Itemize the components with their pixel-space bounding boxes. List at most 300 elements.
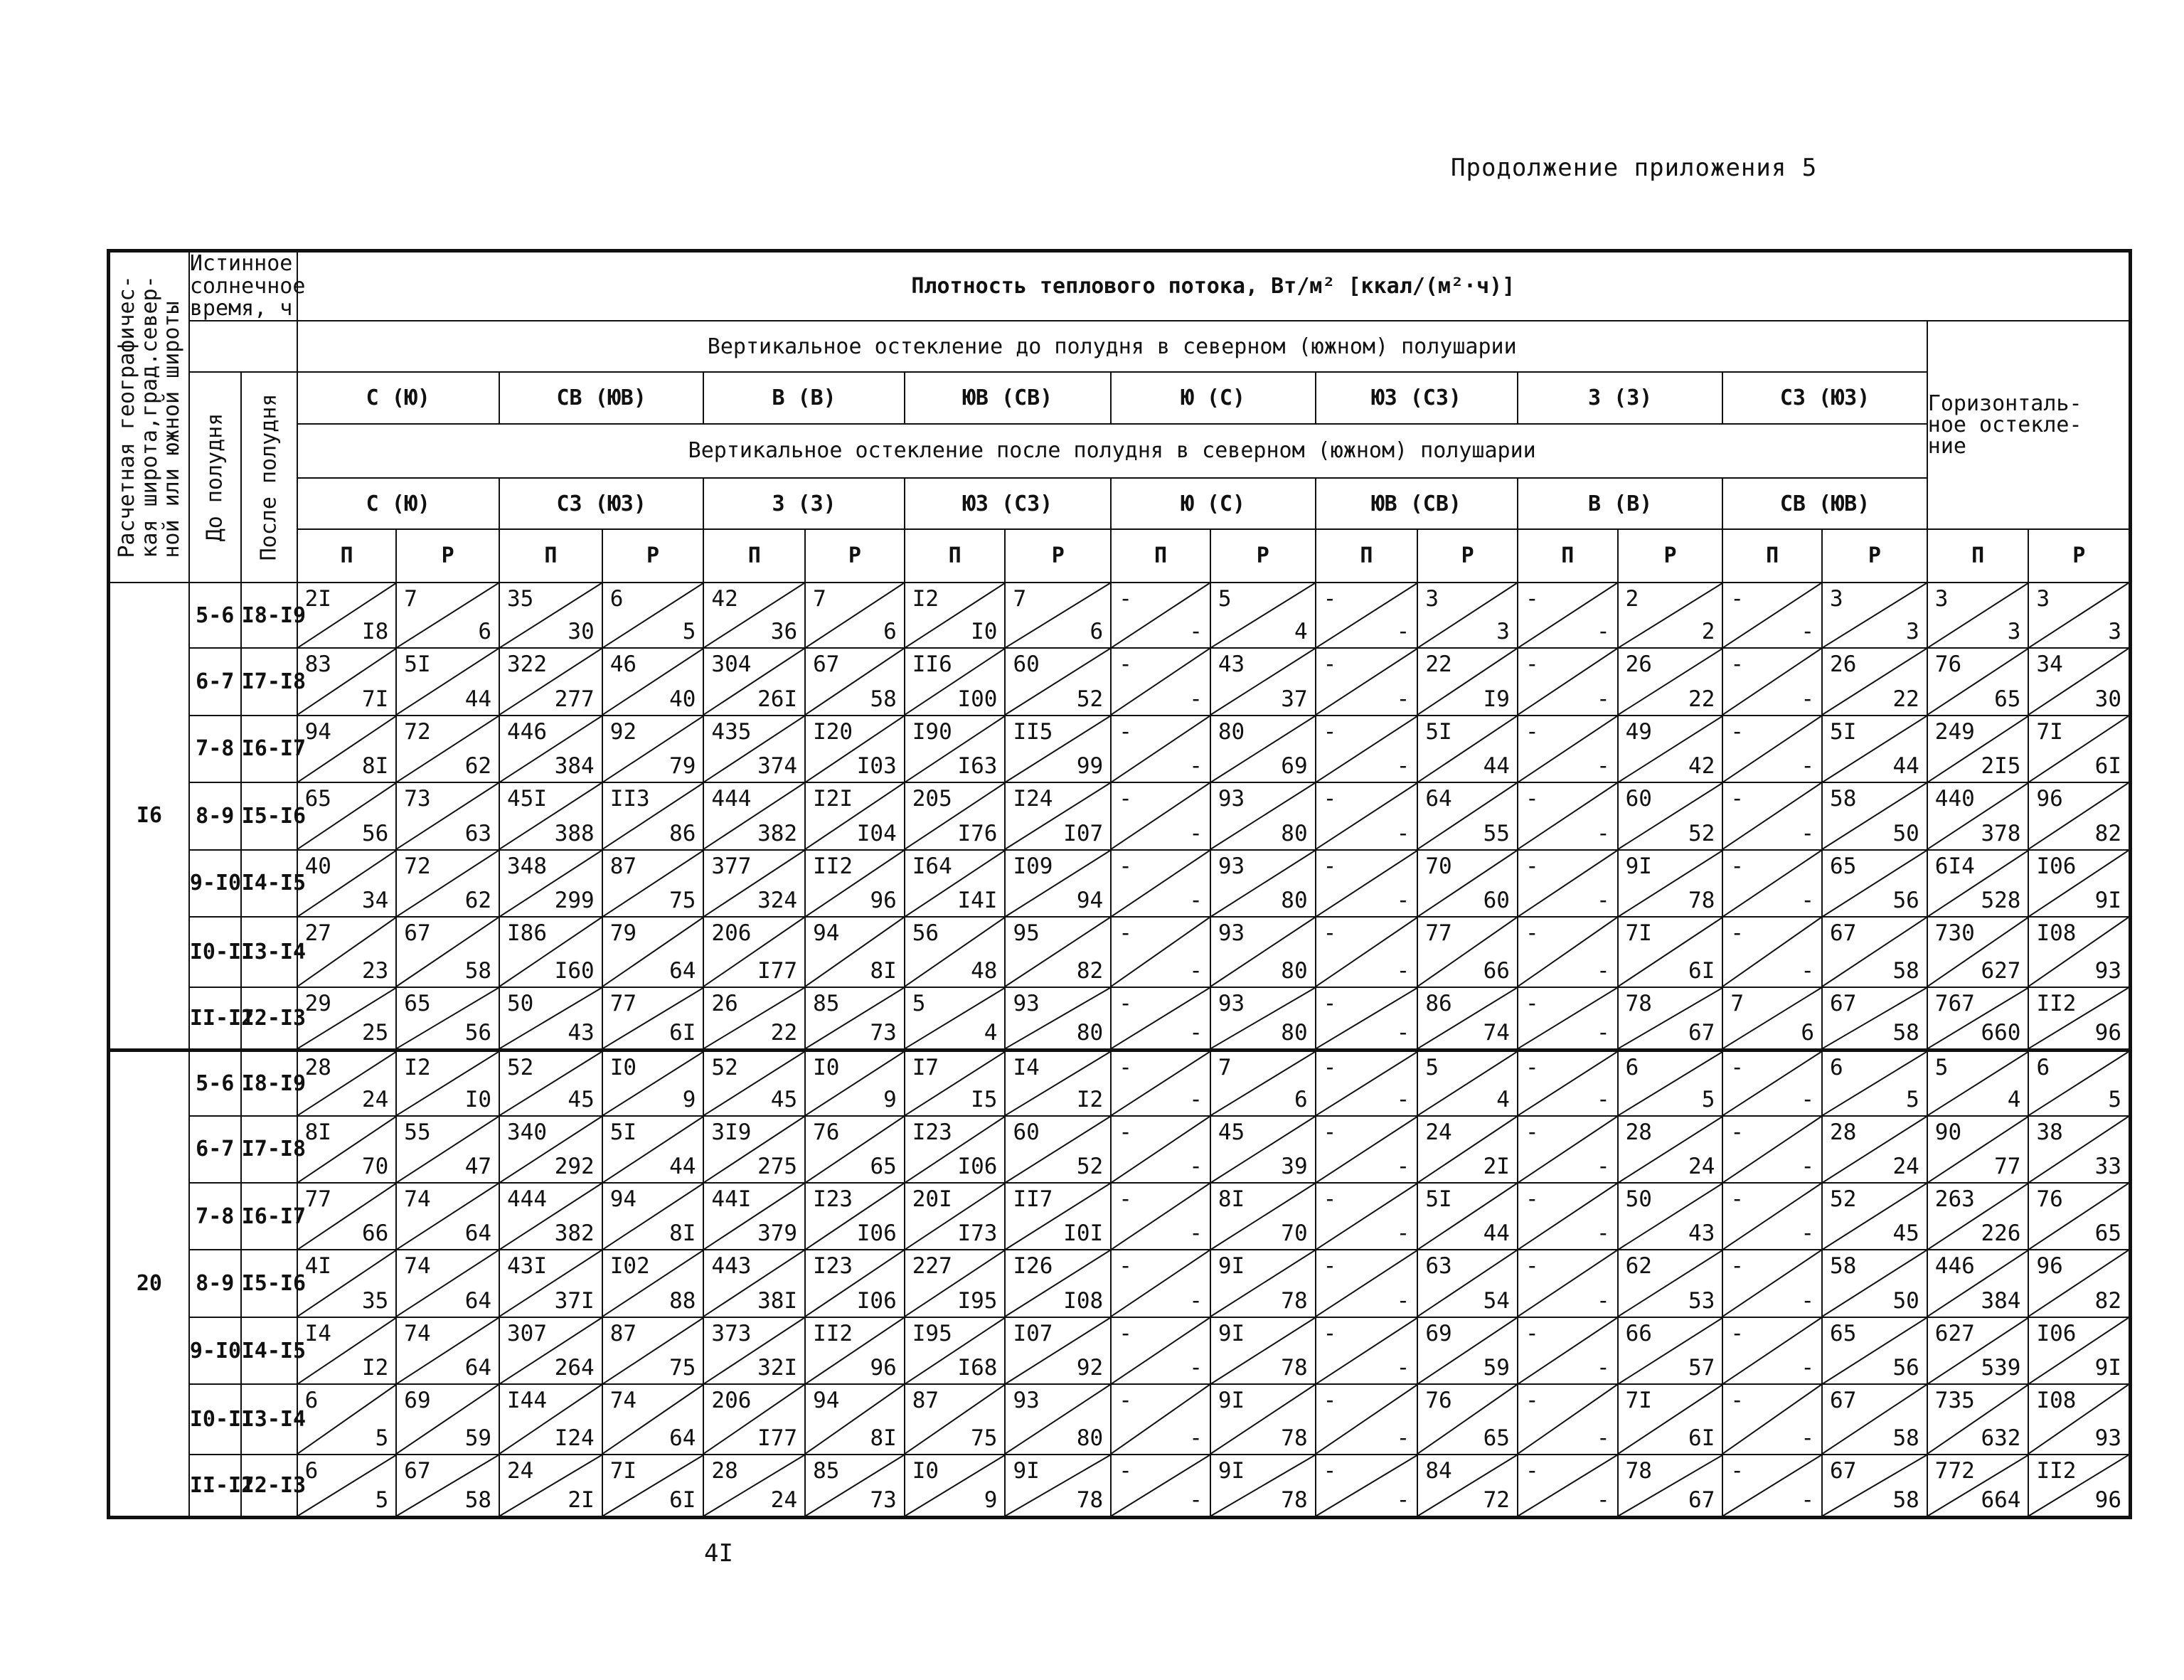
value-cell bbox=[1005, 1250, 1111, 1317]
value-cell bbox=[703, 1317, 805, 1384]
p-header-0: П bbox=[297, 529, 397, 582]
value-kcal: 627 bbox=[1981, 957, 2021, 984]
value-wm2: 446 bbox=[507, 718, 548, 745]
value-wm2: 5 bbox=[912, 990, 926, 1016]
value-cell bbox=[1618, 1050, 1723, 1115]
r-header-0: Р bbox=[396, 529, 499, 582]
value-wm2: 340 bbox=[507, 1119, 548, 1145]
value-cell bbox=[1822, 648, 1927, 715]
value-wm2: - bbox=[1119, 1054, 1132, 1080]
value-kcal: 93 bbox=[2094, 957, 2121, 984]
table-row bbox=[109, 1250, 2131, 1317]
value-wm2: - bbox=[1119, 1119, 1132, 1145]
p-header-8: П bbox=[1927, 529, 2029, 582]
value-cell bbox=[1927, 648, 2029, 715]
value-kcal: 80 bbox=[1076, 1019, 1104, 1046]
value-wm2: 7I bbox=[2036, 718, 2063, 745]
value-kcal: 58 bbox=[464, 957, 492, 984]
value-cell bbox=[2028, 1317, 2130, 1384]
value-kcal: 64 bbox=[464, 1287, 492, 1314]
value-kcal: 52 bbox=[1076, 1153, 1104, 1179]
latitude-cell: 20 bbox=[109, 1050, 189, 1517]
r-header-6: Р bbox=[1618, 529, 1723, 582]
horizontal-glazing-header: Горизонталь- ное остекле- ние bbox=[1927, 321, 2131, 529]
value-kcal: I4I bbox=[957, 888, 998, 914]
value-cell bbox=[905, 716, 1006, 782]
value-kcal: 79 bbox=[669, 753, 696, 780]
value-cell bbox=[499, 782, 602, 849]
header-row-1 bbox=[109, 251, 2131, 321]
value-cell bbox=[1316, 1455, 1418, 1518]
value-kcal: - bbox=[1596, 1287, 1610, 1314]
value-kcal: 53 bbox=[1688, 1287, 1715, 1314]
value-cell bbox=[905, 782, 1006, 849]
value-cell bbox=[602, 583, 704, 648]
value-kcal: 8I bbox=[361, 753, 389, 780]
value-kcal: 25 bbox=[361, 1019, 389, 1046]
value-cell bbox=[2028, 1455, 2130, 1518]
value-wm2: 76 bbox=[1934, 652, 1962, 678]
value-wm2: I06 bbox=[2036, 1320, 2077, 1346]
value-cell bbox=[1618, 850, 1723, 917]
value-wm2: 5 bbox=[1425, 1054, 1439, 1080]
value-cell bbox=[805, 850, 905, 917]
direction-before-4: Ю (С) bbox=[1111, 372, 1315, 423]
value-cell bbox=[2028, 1050, 2130, 1115]
value-kcal: 32I bbox=[757, 1355, 798, 1381]
value-cell bbox=[703, 850, 805, 917]
value-wm2: 9I bbox=[1218, 1457, 1245, 1484]
time-before-cell: 8-9 bbox=[189, 782, 241, 849]
value-cell bbox=[1822, 1455, 1927, 1518]
p-header-6: П bbox=[1518, 529, 1618, 582]
value-wm2: - bbox=[1323, 786, 1337, 812]
value-cell bbox=[1417, 1183, 1518, 1250]
value-wm2: 6 bbox=[304, 1457, 319, 1484]
p-r-row bbox=[109, 529, 2131, 582]
value-cell bbox=[1210, 1250, 1316, 1317]
value-cell bbox=[1417, 648, 1518, 715]
value-kcal: 65 bbox=[1483, 1425, 1510, 1451]
value-cell bbox=[1722, 782, 1822, 849]
directions-before-row bbox=[109, 372, 2131, 423]
value-wm2: 6 bbox=[609, 585, 624, 612]
value-cell bbox=[1927, 1250, 2029, 1317]
value-cell bbox=[1822, 850, 1927, 917]
value-wm2: 377 bbox=[711, 853, 752, 879]
value-wm2: I07 bbox=[1013, 1320, 1053, 1346]
header-row-4 bbox=[109, 424, 2131, 478]
value-wm2: 93 bbox=[1013, 990, 1040, 1016]
value-kcal: 632 bbox=[1981, 1425, 2021, 1451]
value-cell bbox=[1417, 850, 1518, 917]
value-kcal: - bbox=[1189, 888, 1203, 914]
value-wm2: - bbox=[1525, 853, 1539, 879]
value-wm2: 26 bbox=[1830, 652, 1857, 678]
value-wm2: 205 bbox=[912, 786, 952, 812]
value-cell bbox=[703, 716, 805, 782]
value-wm2: 93 bbox=[1013, 1388, 1040, 1414]
value-kcal: - bbox=[1396, 1287, 1410, 1314]
value-cell bbox=[1722, 1183, 1822, 1250]
value-kcal: 292 bbox=[554, 1153, 595, 1179]
value-cell bbox=[297, 583, 397, 648]
r-header-8: Р bbox=[2028, 529, 2130, 582]
value-kcal: 48 bbox=[971, 957, 998, 984]
direction-after-5: ЮВ (СВ) bbox=[1316, 478, 1518, 529]
value-wm2: - bbox=[1525, 920, 1539, 947]
value-kcal: 43 bbox=[568, 1019, 595, 1046]
after-noon-label: После полудня bbox=[256, 393, 282, 561]
value-kcal: 67 bbox=[1688, 1487, 1715, 1513]
value-wm2: 9I bbox=[1218, 1320, 1245, 1346]
value-kcal: - bbox=[1801, 1153, 1815, 1179]
value-kcal: 47 bbox=[464, 1153, 492, 1179]
value-wm2: II2 bbox=[2036, 1457, 2077, 1484]
value-wm2: - bbox=[1525, 1186, 1539, 1212]
value-cell bbox=[1111, 1455, 1210, 1518]
value-kcal: 56 bbox=[1892, 1355, 1919, 1381]
value-cell bbox=[297, 1384, 397, 1454]
value-wm2: 772 bbox=[1934, 1457, 1975, 1484]
time-after-cell: I8-I9 bbox=[241, 583, 297, 648]
value-cell bbox=[396, 917, 499, 987]
value-cell bbox=[1618, 1317, 1723, 1384]
value-cell bbox=[1618, 987, 1723, 1050]
value-kcal: 64 bbox=[464, 1355, 492, 1381]
value-wm2: - bbox=[1730, 853, 1744, 879]
value-cell bbox=[602, 1317, 704, 1384]
value-cell bbox=[805, 716, 905, 782]
value-kcal: I2 bbox=[1076, 1086, 1104, 1112]
value-cell bbox=[499, 1183, 602, 1250]
value-wm2: I08 bbox=[2036, 1388, 2077, 1414]
value-cell bbox=[1618, 1384, 1723, 1454]
value-kcal: I76 bbox=[957, 820, 998, 846]
value-kcal: 382 bbox=[757, 820, 798, 846]
value-kcal: I07 bbox=[1063, 820, 1104, 846]
value-wm2: 9I bbox=[1218, 1388, 1245, 1414]
value-cell bbox=[1316, 987, 1418, 1050]
value-kcal: 58 bbox=[1892, 957, 1919, 984]
value-cell bbox=[1111, 716, 1210, 782]
time-before-cell: 8-9 bbox=[189, 1250, 241, 1317]
value-wm2: 249 bbox=[1934, 718, 1975, 745]
time-before-cell: 9-I0 bbox=[189, 850, 241, 917]
value-cell bbox=[1518, 917, 1618, 987]
value-kcal: 660 bbox=[1981, 1019, 2021, 1046]
value-kcal: 96 bbox=[2094, 1487, 2121, 1513]
value-cell bbox=[1316, 1317, 1418, 1384]
value-wm2: 34 bbox=[2036, 652, 2063, 678]
value-kcal: 384 bbox=[554, 753, 595, 780]
value-kcal: 78 bbox=[1281, 1425, 1308, 1451]
value-cell bbox=[1518, 716, 1618, 782]
value-cell bbox=[1005, 1050, 1111, 1115]
value-cell bbox=[1722, 716, 1822, 782]
value-cell bbox=[499, 648, 602, 715]
value-wm2: 7 bbox=[1218, 1054, 1232, 1080]
value-kcal: 299 bbox=[554, 888, 595, 914]
value-kcal: 34 bbox=[361, 888, 389, 914]
value-cell bbox=[1618, 1455, 1723, 1518]
direction-after-0: С (Ю) bbox=[297, 478, 499, 529]
value-kcal: - bbox=[1189, 1019, 1203, 1046]
value-wm2: 65 bbox=[1830, 1320, 1857, 1346]
value-kcal: 5 bbox=[2108, 1086, 2121, 1112]
value-kcal: 24 bbox=[1892, 1153, 1919, 1179]
time-before-cell: I0-II bbox=[189, 1384, 241, 1454]
value-cell bbox=[1518, 648, 1618, 715]
value-kcal: 24 bbox=[361, 1086, 389, 1112]
value-wm2: 85 bbox=[813, 1457, 840, 1484]
value-kcal: 96 bbox=[870, 888, 897, 914]
value-wm2: 79 bbox=[609, 920, 637, 947]
value-cell bbox=[297, 782, 397, 849]
value-wm2: - bbox=[1119, 1457, 1132, 1484]
direction-after-3: ЮЗ (СЗ) bbox=[905, 478, 1111, 529]
value-wm2: 67 bbox=[404, 920, 431, 947]
value-cell bbox=[1005, 987, 1111, 1050]
value-wm2: 69 bbox=[404, 1388, 431, 1414]
value-wm2: 86 bbox=[1425, 990, 1452, 1016]
value-kcal: 64 bbox=[669, 957, 696, 984]
value-cell bbox=[1316, 1050, 1418, 1115]
value-kcal: 5 bbox=[1701, 1086, 1715, 1112]
value-kcal: 62 bbox=[464, 753, 492, 780]
value-cell bbox=[1822, 1317, 1927, 1384]
value-kcal: - bbox=[1396, 619, 1410, 645]
value-kcal: 58 bbox=[870, 686, 897, 712]
value-cell bbox=[703, 1050, 805, 1115]
value-cell bbox=[905, 987, 1006, 1050]
time-before-cell: 7-8 bbox=[189, 1183, 241, 1250]
value-cell bbox=[499, 1050, 602, 1115]
value-wm2: 3I9 bbox=[711, 1119, 752, 1145]
value-wm2: 55 bbox=[404, 1119, 431, 1145]
value-kcal: - bbox=[1801, 619, 1815, 645]
value-wm2: 373 bbox=[711, 1320, 752, 1346]
time-after-cell: I6-I7 bbox=[241, 1183, 297, 1250]
value-kcal: - bbox=[1189, 1086, 1203, 1112]
value-kcal: 264 bbox=[554, 1355, 595, 1381]
value-kcal: 9 bbox=[883, 1086, 897, 1112]
time-before-cell: 6-7 bbox=[189, 1116, 241, 1183]
value-kcal: 37I bbox=[554, 1287, 595, 1314]
value-cell bbox=[602, 1050, 704, 1115]
value-cell bbox=[1111, 648, 1210, 715]
value-wm2: - bbox=[1730, 786, 1744, 812]
value-wm2: 93 bbox=[1218, 990, 1245, 1016]
value-cell bbox=[2028, 987, 2130, 1050]
r-header-3: Р bbox=[1005, 529, 1111, 582]
value-kcal: I68 bbox=[957, 1355, 998, 1381]
value-wm2: 26 bbox=[711, 990, 738, 1016]
value-wm2: 9I bbox=[1625, 853, 1652, 879]
value-wm2: 76 bbox=[2036, 1186, 2063, 1212]
value-kcal: - bbox=[1596, 753, 1610, 780]
value-wm2: 2 bbox=[1625, 585, 1639, 612]
value-kcal: - bbox=[1396, 1153, 1410, 1179]
value-kcal: 22 bbox=[770, 1019, 798, 1046]
table-row bbox=[109, 917, 2131, 987]
value-wm2: 60 bbox=[1013, 1119, 1040, 1145]
value-cell bbox=[1005, 648, 1111, 715]
value-cell bbox=[2028, 917, 2130, 987]
value-wm2: 5 bbox=[1218, 585, 1232, 612]
value-kcal: 50 bbox=[1892, 820, 1919, 846]
value-cell bbox=[2028, 850, 2130, 917]
value-wm2: 60 bbox=[1625, 786, 1652, 812]
value-wm2: 4I bbox=[304, 1253, 331, 1280]
value-cell bbox=[805, 1250, 905, 1317]
value-wm2: 56 bbox=[912, 920, 939, 947]
before-noon-header: Вертикальное остекление до полудня в северном (южном) полушарии bbox=[297, 321, 1927, 372]
value-wm2: I26 bbox=[1013, 1253, 1053, 1280]
value-wm2: 28 bbox=[1625, 1119, 1652, 1145]
direction-after-7: СВ (ЮВ) bbox=[1722, 478, 1927, 529]
value-cell bbox=[1111, 1384, 1210, 1454]
value-kcal: 44 bbox=[1483, 753, 1510, 780]
value-wm2: - bbox=[1730, 718, 1744, 745]
value-kcal: 94 bbox=[1076, 888, 1104, 914]
value-kcal: I63 bbox=[957, 753, 998, 780]
value-kcal: - bbox=[1189, 753, 1203, 780]
table-row bbox=[109, 1183, 2131, 1250]
value-wm2: 96 bbox=[2036, 786, 2063, 812]
value-kcal: - bbox=[1801, 1425, 1815, 1451]
value-wm2: - bbox=[1730, 920, 1744, 947]
value-cell bbox=[602, 1384, 704, 1454]
value-kcal: 64 bbox=[464, 1221, 492, 1247]
value-wm2: I7 bbox=[912, 1054, 939, 1080]
value-wm2: 87 bbox=[609, 853, 637, 879]
value-cell bbox=[1316, 583, 1418, 648]
value-kcal: 2 bbox=[1701, 619, 1715, 645]
value-wm2: I0 bbox=[813, 1054, 840, 1080]
value-wm2: 7 bbox=[1730, 990, 1744, 1016]
value-cell bbox=[396, 782, 499, 849]
value-cell bbox=[297, 850, 397, 917]
value-wm2: - bbox=[1323, 718, 1337, 745]
value-wm2: 440 bbox=[1934, 786, 1975, 812]
value-kcal: 80 bbox=[1281, 888, 1308, 914]
value-cell bbox=[703, 1116, 805, 1183]
value-cell bbox=[1618, 1116, 1723, 1183]
value-kcal: 58 bbox=[1892, 1019, 1919, 1046]
value-cell bbox=[1618, 648, 1723, 715]
value-kcal: I0 bbox=[464, 1086, 492, 1112]
value-cell bbox=[1210, 917, 1316, 987]
value-wm2: 67 bbox=[1830, 920, 1857, 947]
time-before-cell: 5-6 bbox=[189, 583, 241, 648]
value-cell bbox=[396, 1455, 499, 1518]
value-wm2: 5I bbox=[1425, 718, 1452, 745]
r-header-1: Р bbox=[602, 529, 704, 582]
value-wm2: I44 bbox=[507, 1388, 548, 1414]
value-kcal: 78 bbox=[1688, 888, 1715, 914]
value-cell bbox=[1417, 987, 1518, 1050]
direction-before-5: ЮЗ (СЗ) bbox=[1316, 372, 1518, 423]
value-wm2: - bbox=[1323, 1186, 1337, 1212]
value-wm2: 6I4 bbox=[1934, 853, 1975, 879]
value-wm2: 77 bbox=[609, 990, 637, 1016]
value-cell bbox=[1111, 850, 1210, 917]
value-cell bbox=[1111, 1317, 1210, 1384]
value-cell bbox=[1111, 583, 1210, 648]
value-kcal: 73 bbox=[870, 1019, 897, 1046]
value-kcal: - bbox=[1596, 1153, 1610, 1179]
value-cell bbox=[297, 1455, 397, 1518]
value-wm2: - bbox=[1525, 652, 1539, 678]
value-cell bbox=[905, 1183, 1006, 1250]
value-kcal: 9I bbox=[2094, 888, 2121, 914]
value-cell bbox=[1417, 1050, 1518, 1115]
value-wm2: II2 bbox=[813, 853, 853, 879]
value-cell bbox=[396, 1050, 499, 1115]
after-noon-column-header bbox=[241, 372, 297, 582]
value-wm2: - bbox=[1119, 853, 1132, 879]
value-kcal: - bbox=[1596, 686, 1610, 712]
value-kcal: 69 bbox=[1281, 753, 1308, 780]
value-kcal: 4 bbox=[2007, 1086, 2021, 1112]
value-cell bbox=[1927, 1116, 2029, 1183]
value-kcal: 6I bbox=[669, 1487, 696, 1513]
value-wm2: 94 bbox=[813, 920, 840, 947]
value-cell bbox=[905, 917, 1006, 987]
value-wm2: 74 bbox=[404, 1186, 431, 1212]
value-wm2: 627 bbox=[1934, 1320, 1975, 1346]
value-kcal: - bbox=[1596, 619, 1610, 645]
value-wm2: 8I bbox=[304, 1119, 331, 1145]
value-cell bbox=[2028, 716, 2130, 782]
value-kcal: 56 bbox=[464, 1019, 492, 1046]
directions-after-row bbox=[109, 478, 2131, 529]
value-kcal: I77 bbox=[757, 957, 798, 984]
value-kcal: 78 bbox=[1281, 1287, 1308, 1314]
value-kcal: 7I bbox=[361, 686, 389, 712]
value-kcal: 96 bbox=[870, 1355, 897, 1381]
value-wm2: 63 bbox=[1425, 1253, 1452, 1280]
value-kcal: I95 bbox=[957, 1287, 998, 1314]
value-wm2: 444 bbox=[711, 786, 752, 812]
value-cell bbox=[1518, 1455, 1618, 1518]
value-wm2: 24 bbox=[507, 1457, 534, 1484]
value-cell bbox=[396, 1317, 499, 1384]
value-kcal: 66 bbox=[361, 1221, 389, 1247]
value-cell bbox=[1822, 1384, 1927, 1454]
value-cell bbox=[905, 1384, 1006, 1454]
value-kcal: 75 bbox=[669, 888, 696, 914]
value-cell bbox=[1316, 1116, 1418, 1183]
value-wm2: 43 bbox=[1218, 652, 1245, 678]
value-cell bbox=[905, 1050, 1006, 1115]
value-wm2: 28 bbox=[711, 1457, 738, 1484]
value-kcal: 58 bbox=[464, 1487, 492, 1513]
value-cell bbox=[499, 1317, 602, 1384]
value-cell bbox=[602, 1183, 704, 1250]
value-wm2: 45 bbox=[1218, 1119, 1245, 1145]
before-noon-column-header bbox=[189, 372, 241, 582]
after-noon-header: Вертикальное остекление после полудня в северном (южном) полушарии bbox=[297, 424, 1927, 478]
value-kcal: I73 bbox=[957, 1221, 998, 1247]
value-wm2: 74 bbox=[404, 1320, 431, 1346]
time-after-cell: I2-I3 bbox=[241, 987, 297, 1050]
value-kcal: - bbox=[1396, 888, 1410, 914]
value-cell bbox=[1417, 782, 1518, 849]
value-cell bbox=[1417, 917, 1518, 987]
value-cell bbox=[805, 1317, 905, 1384]
